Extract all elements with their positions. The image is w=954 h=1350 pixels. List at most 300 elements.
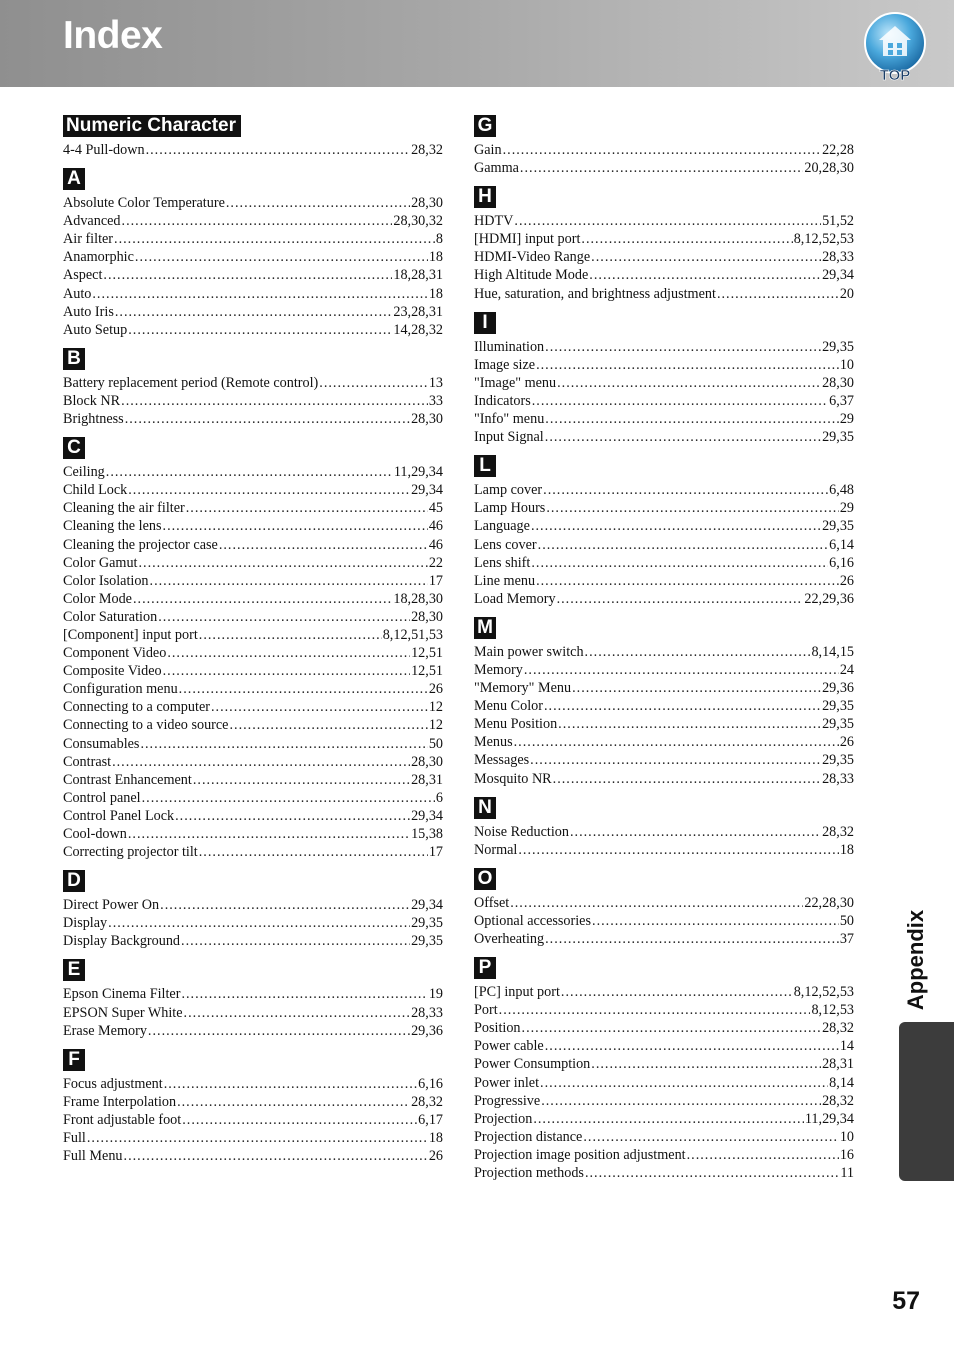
entry-term: Illumination (474, 338, 545, 355)
section-heading: H (474, 186, 496, 208)
entry-term: Color Saturation (63, 608, 158, 625)
index-entry[interactable] (474, 266, 854, 284)
dot-leader (179, 680, 428, 698)
entry-pages: 28,30 (411, 753, 443, 770)
dot-leader (181, 932, 410, 950)
dot-leader (160, 896, 410, 914)
entry-term: Focus adjustment (63, 1075, 163, 1092)
entry-term: Power Consumption (474, 1056, 591, 1073)
entry-pages: 26 (839, 572, 854, 589)
entry-term: Lamp Hours (474, 500, 546, 517)
entry-pages: 22,28 (822, 142, 854, 158)
index-entry[interactable] (63, 1022, 443, 1040)
entry-term: Full Menu (63, 1148, 123, 1165)
index-section (63, 1049, 443, 1165)
entry-pages: 28,31 (822, 1056, 854, 1073)
index-entry[interactable] (474, 428, 854, 446)
index-entry[interactable] (63, 716, 443, 734)
dot-leader (199, 626, 382, 644)
entry-pages: 28,33 (822, 770, 854, 787)
index-entry[interactable] (474, 159, 854, 177)
dot-leader (544, 697, 821, 715)
section-heading: E (63, 959, 85, 981)
index-entry[interactable] (474, 572, 854, 590)
dot-leader (589, 266, 821, 284)
dot-leader (114, 230, 435, 248)
index-entry[interactable] (474, 410, 854, 428)
index-section (474, 115, 854, 177)
index-section (474, 617, 854, 788)
dot-leader (115, 303, 393, 321)
index-entry[interactable] (63, 807, 443, 825)
index-section (63, 348, 443, 428)
dot-leader (150, 572, 428, 590)
entry-term: Lamp cover (474, 482, 543, 499)
index-entry[interactable] (63, 896, 443, 914)
dot-leader (158, 608, 410, 626)
dot-leader (142, 789, 435, 807)
index-entry[interactable] (474, 1164, 854, 1182)
entry-pages: 17 (428, 572, 443, 589)
index-entry[interactable] (474, 554, 854, 572)
index-section (63, 168, 443, 339)
entry-pages: 51,52 (822, 213, 854, 230)
index-entry[interactable] (63, 644, 443, 662)
dot-leader (138, 554, 427, 572)
dot-leader (163, 662, 410, 680)
entry-term: Battery replacement period (Remote control) (63, 374, 319, 391)
entry-pages: 46 (428, 518, 443, 535)
entry-pages: 29 (839, 411, 854, 428)
entry-term: Anamorphic (63, 249, 134, 266)
entry-pages: 50 (839, 912, 854, 929)
dot-leader (536, 572, 839, 590)
index-entry[interactable] (63, 266, 443, 284)
dot-leader (177, 1093, 410, 1111)
index-entry[interactable] (63, 374, 443, 392)
entry-term: Projection distance (474, 1128, 583, 1145)
entry-pages: 8,14 (829, 1074, 854, 1091)
entry-pages: 8 (435, 231, 443, 248)
entry-pages: 28,33 (411, 1004, 443, 1021)
entry-pages: 20,28,30 (804, 160, 854, 177)
index-entry[interactable] (474, 912, 854, 930)
dot-leader (540, 1074, 828, 1092)
entry-term: Connecting to a computer (63, 699, 210, 716)
index-entry[interactable] (474, 751, 854, 769)
index-entry[interactable] (474, 517, 854, 535)
dot-leader (687, 1146, 839, 1164)
dot-leader (135, 248, 428, 266)
dot-leader (538, 536, 829, 554)
index-entry[interactable] (474, 894, 854, 912)
index-section (474, 868, 854, 948)
entry-term: 4-4 Pull-down (63, 142, 145, 158)
index-entry[interactable] (474, 1110, 854, 1128)
index-entry[interactable] (63, 554, 443, 572)
index-entry[interactable] (474, 679, 854, 697)
index-entry[interactable] (63, 321, 443, 339)
entry-pages: 13 (428, 374, 443, 391)
home-icon (861, 12, 929, 84)
dot-leader (226, 194, 410, 212)
index-section (474, 455, 854, 608)
appendix-label-text: Appendix (903, 909, 929, 1011)
index-section (63, 437, 443, 861)
dot-leader (87, 1129, 428, 1147)
entry-term: Ceiling (63, 464, 105, 481)
index-section (474, 957, 854, 1182)
entry-term: Display (63, 915, 108, 932)
entry-term: Component Video (63, 645, 167, 662)
index-entry[interactable] (474, 1128, 854, 1146)
entry-pages: 29,35 (822, 338, 854, 355)
dot-leader (199, 843, 428, 861)
index-section (63, 959, 443, 1039)
dot-leader (164, 1075, 417, 1093)
index-entry[interactable] (63, 626, 443, 644)
entry-pages: 18 (428, 249, 443, 266)
index-entry[interactable] (63, 536, 443, 554)
section-heading: L (474, 455, 496, 477)
index-entry[interactable] (474, 1055, 854, 1073)
index-entry[interactable] (63, 1093, 443, 1111)
dot-leader (128, 481, 410, 499)
index-entry[interactable] (63, 590, 443, 608)
index-entry[interactable] (474, 141, 854, 159)
index-entry[interactable] (474, 338, 854, 356)
index-entry[interactable] (63, 572, 443, 590)
index-section (474, 186, 854, 302)
entry-pages: 14,28,32 (393, 321, 443, 338)
entry-term: Messages (474, 752, 530, 769)
index-entry[interactable] (63, 843, 443, 861)
index-entry[interactable] (63, 789, 443, 807)
index-entry[interactable] (474, 983, 854, 1001)
index-entry[interactable] (63, 392, 443, 410)
index-entry[interactable] (474, 1001, 854, 1019)
entry-term: [Component] input port (63, 626, 198, 643)
entry-term: Language (474, 518, 530, 535)
entry-term: Brightness (63, 411, 124, 428)
entry-pages: 6,16 (418, 1075, 443, 1092)
index-entry[interactable] (63, 303, 443, 321)
dot-leader (182, 1111, 417, 1129)
dot-leader (545, 410, 839, 428)
index-entry[interactable] (63, 985, 443, 1003)
entry-term: Position (474, 1020, 521, 1037)
entry-term: Cleaning the projector case (63, 536, 218, 553)
dot-leader (591, 1055, 821, 1073)
dot-leader (581, 230, 792, 248)
dot-leader (545, 930, 839, 948)
entry-pages: 6,48 (829, 482, 854, 499)
entry-pages: 6,14 (829, 536, 854, 553)
index-entry[interactable] (474, 285, 854, 303)
entry-term: Cool-down (63, 826, 127, 842)
dot-leader (524, 661, 839, 679)
index-entry[interactable] (474, 356, 854, 374)
dot-leader (193, 771, 410, 789)
entry-pages: 28,32 (411, 1093, 443, 1110)
entry-pages: 45 (428, 500, 443, 517)
dot-leader (532, 392, 828, 410)
entry-term: Contrast (63, 753, 112, 770)
index-entry[interactable] (63, 212, 443, 230)
index-entry[interactable] (474, 841, 854, 859)
index-entry[interactable] (63, 141, 443, 159)
page-header (0, 0, 954, 87)
index-entry[interactable] (63, 481, 443, 499)
entry-pages: 29,34 (411, 482, 443, 499)
entry-pages: 29,35 (822, 716, 854, 733)
index-entry[interactable] (474, 733, 854, 751)
index-entry[interactable] (63, 825, 443, 843)
entry-term: Full (63, 1130, 86, 1147)
dot-leader (717, 285, 839, 303)
dot-leader (103, 266, 392, 284)
index-entry[interactable] (63, 1111, 443, 1129)
index-entry[interactable] (474, 499, 854, 517)
entry-pages: 12,51 (411, 663, 443, 680)
entry-pages: 26 (428, 1148, 443, 1165)
entry-pages: 10 (839, 1128, 854, 1145)
dot-leader (514, 212, 821, 230)
dot-leader (121, 392, 428, 410)
entry-pages: 37 (839, 931, 854, 947)
index-entry[interactable] (63, 698, 443, 716)
index-column-right (474, 115, 854, 1191)
index-entry[interactable] (474, 212, 854, 230)
index-entry[interactable] (63, 463, 443, 481)
index-entry[interactable] (474, 248, 854, 266)
entry-term: Epson Cinema Filter (63, 986, 181, 1003)
section-heading: B (63, 348, 85, 370)
dot-leader (583, 1128, 838, 1146)
dot-leader (520, 159, 803, 177)
entry-term: Projection methods (474, 1165, 584, 1182)
entry-term: "Image" menu (474, 374, 557, 391)
entry-pages: 28,30 (411, 195, 443, 212)
entry-term: Menu Color (474, 698, 543, 715)
index-entry[interactable] (63, 517, 443, 535)
index-entry[interactable] (63, 1004, 443, 1022)
entry-pages: 29,35 (822, 429, 854, 446)
index-entry[interactable] (63, 735, 443, 753)
dot-leader (553, 770, 821, 788)
entry-pages: 18,28,31 (393, 267, 443, 284)
index-entry[interactable] (474, 661, 854, 679)
dot-leader (510, 894, 803, 912)
index-entry[interactable] (474, 1037, 854, 1055)
index-entry[interactable] (63, 680, 443, 698)
entry-pages: 28,30 (411, 411, 443, 428)
index-section (474, 312, 854, 447)
index-entry[interactable] (63, 499, 443, 517)
index-entry[interactable] (63, 410, 443, 428)
index-entry[interactable] (474, 1074, 854, 1092)
entry-term: Power cable (474, 1038, 544, 1055)
index-entry[interactable] (474, 823, 854, 841)
dot-leader (186, 499, 428, 517)
index-entry[interactable] (474, 1092, 854, 1110)
entry-term: Noise Reduction (474, 823, 569, 840)
index-entry[interactable] (63, 914, 443, 932)
entry-term: Load Memory (474, 590, 556, 607)
entry-pages: 29,34 (411, 807, 443, 824)
dot-leader (518, 841, 838, 859)
entry-pages: 50 (428, 735, 443, 752)
index-entry[interactable] (474, 230, 854, 248)
index-entry[interactable] (474, 643, 854, 661)
entry-term: HDTV (474, 213, 514, 230)
index-entry[interactable] (63, 753, 443, 771)
entry-pages: 23,28,31 (393, 303, 443, 320)
index-entry[interactable] (474, 536, 854, 554)
dot-leader (522, 1019, 822, 1037)
entry-term: Control panel (63, 789, 141, 806)
index-entry[interactable] (63, 194, 443, 212)
index-entry[interactable] (474, 392, 854, 410)
entry-pages: 18 (839, 841, 854, 858)
page-number: 57 (892, 1287, 920, 1315)
appendix-tab-label (893, 905, 939, 1015)
index-entry[interactable] (474, 715, 854, 733)
entry-term: Port (474, 1002, 498, 1019)
index-section (474, 797, 854, 859)
section-heading: A (63, 168, 85, 190)
index-entry[interactable] (63, 662, 443, 680)
section-heading: M (474, 617, 496, 639)
entry-term: Offset (474, 894, 510, 911)
top-button[interactable] (861, 12, 929, 84)
entry-term: Gain (474, 142, 502, 158)
entry-pages: 6,37 (829, 392, 854, 409)
entry-term: Auto Iris (63, 303, 114, 320)
index-entry[interactable] (63, 230, 443, 248)
entry-term: Contrast Enhancement (63, 771, 192, 788)
dot-leader (125, 410, 410, 428)
entry-pages: 29,34 (411, 897, 443, 914)
index-entry[interactable] (63, 1075, 443, 1093)
page-title: Index (63, 14, 163, 57)
entry-pages: 12,51 (411, 645, 443, 662)
entry-term: Color Isolation (63, 572, 149, 589)
entry-pages: 29,35 (822, 518, 854, 535)
entry-term: Overheating (474, 931, 545, 947)
entry-pages: 6,16 (829, 554, 854, 571)
dot-leader (592, 912, 839, 930)
entry-term: Display Background (63, 933, 181, 950)
entry-term: Cleaning the lens (63, 518, 162, 535)
dot-leader (112, 753, 410, 771)
index-entry[interactable] (63, 1147, 443, 1165)
entry-pages: 28,30,32 (393, 213, 443, 230)
index-entry[interactable] (474, 1146, 854, 1164)
dot-leader (570, 823, 821, 841)
index-entry[interactable] (63, 285, 443, 303)
section-heading: I (474, 312, 496, 334)
index-entry[interactable] (63, 248, 443, 266)
section-heading: Numeric Character (63, 115, 241, 137)
entry-pages: 8,12,51,53 (382, 626, 443, 643)
index-entry[interactable] (474, 697, 854, 715)
entry-term: [PC] input port (474, 984, 560, 1001)
dot-leader (106, 463, 393, 481)
entry-pages: 17 (428, 844, 443, 861)
index-column-left (63, 115, 443, 1174)
index-entry[interactable] (63, 932, 443, 950)
entry-term: Auto (63, 285, 92, 302)
entry-pages: 11,29,34 (393, 464, 443, 481)
entry-term: Aspect (63, 267, 103, 284)
entry-pages: 15,38 (411, 826, 443, 842)
dot-leader (531, 554, 828, 572)
dot-leader (546, 499, 838, 517)
section-heading: G (474, 115, 496, 137)
dot-leader (572, 679, 821, 697)
entry-term: Erase Memory (63, 1022, 147, 1039)
section-heading: F (63, 1049, 85, 1071)
dot-leader (146, 141, 411, 159)
entry-term: Input Signal (474, 429, 544, 446)
entry-pages: 14 (839, 1038, 854, 1055)
entry-term: Block NR (63, 392, 121, 409)
entry-pages: 22,29,36 (804, 590, 854, 607)
section-heading: P (474, 957, 496, 979)
index-entry[interactable] (474, 930, 854, 948)
dot-leader (219, 536, 428, 554)
entry-pages: 18,28,30 (393, 590, 443, 607)
index-entry[interactable] (63, 608, 443, 626)
dot-leader (128, 825, 410, 843)
dot-leader (148, 1022, 410, 1040)
entry-term: Composite Video (63, 663, 162, 680)
index-entry[interactable] (474, 374, 854, 392)
entry-term: Menus (474, 734, 513, 751)
index-entry[interactable] (474, 590, 854, 608)
entry-term: Advanced (63, 213, 121, 230)
entry-pages: 19 (428, 986, 443, 1003)
entry-term: Line menu (474, 572, 536, 589)
entry-term: Power inlet (474, 1074, 540, 1091)
entry-pages: 29,35 (411, 933, 443, 950)
dot-leader (133, 590, 392, 608)
entry-pages: 28,30 (822, 374, 854, 391)
dot-leader (167, 644, 410, 662)
index-entry[interactable] (474, 770, 854, 788)
entry-pages: 8,12,52,53 (793, 231, 854, 248)
appendix-tab[interactable] (899, 1022, 954, 1181)
entry-term: Projection (474, 1110, 533, 1127)
entry-pages: 28,31 (411, 771, 443, 788)
entry-pages: 18 (428, 285, 443, 302)
section-heading: D (63, 870, 85, 892)
entry-term: Progressive (474, 1092, 541, 1109)
dot-leader (184, 1004, 411, 1022)
dot-leader (533, 1110, 804, 1128)
section-heading: O (474, 868, 496, 890)
entry-term: Lens cover (474, 536, 537, 553)
index-section (63, 115, 443, 159)
index-entry[interactable] (474, 1019, 854, 1037)
index-entry[interactable] (63, 771, 443, 789)
entry-pages: 8,14,15 (811, 643, 854, 660)
index-entry[interactable] (63, 1129, 443, 1147)
index-entry[interactable] (474, 481, 854, 499)
entry-term: Correcting projector tilt (63, 844, 198, 861)
dot-leader (229, 716, 427, 734)
